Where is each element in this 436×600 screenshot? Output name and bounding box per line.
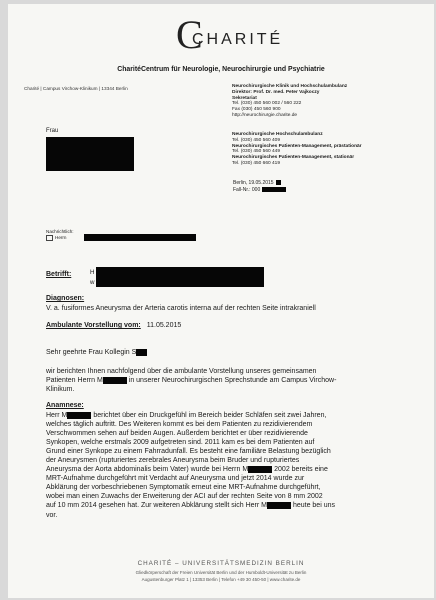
intro-l1: wir berichten Ihnen nachfolgend über die ambulante Vorstellung unseres gemeinsamen [46,368,317,375]
anamnese-l5: Grund einer Synkope zu einem Fahrradunfall. Es besteht eine familiäre Belastung bezüglich [46,448,331,456]
case-number: Fall-Nr.: 000 [233,186,261,193]
anamnese-l9: Abklärung der vorbeschriebenen Symptomatik erneut eine MRT-Aufnahme durchgeführt, [46,484,321,492]
greeting-row [46,348,147,357]
redacted-patient-name [248,466,272,473]
clinic-name: Neurochirurgische Klinik und Hochschulambulanz [232,84,348,89]
anamnese-l11a: auf 10 mm 2014 gesehen hat. Zur weiteren Abklärung stellt sich Herr M [46,502,267,510]
betrifft-h: H [90,269,95,276]
pre-label: Neurochirurgisches Patienten-Management, prästationär [232,143,362,149]
intro-paragraph [46,367,404,394]
anamnese-l11b: heute bei uns [292,502,335,510]
greeting: Sehr geehrte Frau Kollegin S [46,349,137,356]
footer-line-2: Augustenburger Platz 1 | 13353 Berlin | Telefon +49 30 450-50 | www.charite.de [141,577,301,582]
diagnosen-label: Diagnosen: [46,295,85,302]
sender-line: Charité | Campus Virchow-Klinikum | 13344 Berlin [24,86,128,91]
clinic-block [232,84,347,119]
betrifft-w: w [90,279,95,286]
diagnosen-text: V. a. fusiformes Aneurysma der Arteria carotis interna auf der rechten Seite intrakraniell [46,305,316,312]
anamnese-l7a: Aneurysma der Aorta abdominalis beim Vater) wurde bei Herrn M [46,466,249,474]
anamnese-l12: vor. [46,511,58,519]
center-title: CharitéCentrum für Neurologie, Neurochirurgie und Psychiatrie [117,66,325,73]
anamnese-l7b: 2002 bereits eine [274,466,328,474]
intro-l3: Klinikum. [46,386,75,394]
redacted-patient-name [103,377,127,384]
betrifft-initials [90,268,94,288]
logo-c-mark: C [176,12,203,57]
redacted-cc-name [84,234,196,241]
anamnese-l1a: Herr M [46,412,68,419]
amb-tel: Tel. (030) 450 560 409 [232,137,281,143]
anamnese-l10: wobei man einen Zuwachs der Erweiterung der ACI auf der rechten Seite von 8 mm 2002 [46,493,323,501]
anamnese-l1b: berichtet über ein Druckgefühl im Bereich beider Schläfen seit zwei Jahren, [93,412,327,419]
intro-l2a: Patienten Herrn M [46,377,103,385]
redacted-patient-name [67,412,91,419]
ambulant-label: Ambulante Vorstellung vom: [46,322,141,329]
anamnese-label: Anamnese: [46,402,84,409]
footer-title: CHARITÉ – UNIVERSITÄTSMEDIZIN BERLIN [137,560,305,567]
anamnese-l6: der Aneurysmen (rupturiertes zerebrales Aneurysma beim Bruder und rupturiertes [46,457,300,465]
redacted-case-number [262,187,286,192]
anamnese-l4: Synkopen, welche erstmals 2009 aufgetreten sind. 2011 kam es bei dem Patienten auf [46,439,315,447]
betrifft-label: Betrifft: [46,271,72,278]
sta-label: Neurochirurgisches Patienten-Management, stationär [232,155,355,161]
logo-wordmark: CHARITÉ [192,31,284,48]
anamnese-l3: Verschwommen sehen auf beiden Augen. Außerdem berichtet er über rezidivierende [46,430,308,438]
date-line: Berlin, 19.05.2015 [233,180,274,186]
ambulant-row [46,322,181,329]
nachrichtlich-block [46,229,74,241]
pre-tel: Tel. (030) 450 560 449 [232,149,281,155]
anamnese-l2: welches täglich auftritt. Des Weiteren kommt es bei dem Patienten zu rezidivierendem [46,421,313,429]
amb-label: Neurochirurgische Hochschulambulanz [232,132,323,137]
sta-tel: Tel. (030) 450 660 419 [232,160,281,166]
clinic-tel: Tel. (030) 450 560 002 / 560 222 [232,101,302,107]
redacted-date-suffix [276,180,281,185]
clinic-web: http://neurochirurgie.charite.de [232,112,298,118]
recipient-salutation: Frau [46,128,59,134]
footer-line-1: Gliedkörperschaft der Freien Universität Berlin und der Humboldt-Universität zu Berlin [135,570,307,575]
anamnese-paragraph [46,411,404,520]
redacted-patient-name [267,502,291,509]
ambulant-date: 11.05.2015 [146,322,182,329]
checkbox-icon [46,235,53,241]
anamnese-l8: MRT-Aufnahme durchgeführt mit Verdacht auf Aneurysma und jetzt 2014 wurde zur [46,475,305,483]
redacted-greeting-name [136,349,147,356]
redacted-address [46,137,134,171]
clinic-director: Direktor: Prof. Dr. med. Peter Vajkoczy [232,89,320,95]
redacted-patient [96,267,264,287]
intro-l2b: in unserer Neurochirurgischen Sprechstunde am Campus Virchow- [128,377,337,385]
nachrichtlich-herr: Herrn [55,235,67,241]
contacts-block [232,132,362,167]
nachrichtlich-label: Nachrichtlich: [46,229,74,234]
clinic-secretariat: Sekretariat [232,95,257,101]
date-block [233,180,286,193]
clinic-fax: Fax (030) 450 560 900 [232,107,281,113]
letter-page [8,4,434,598]
